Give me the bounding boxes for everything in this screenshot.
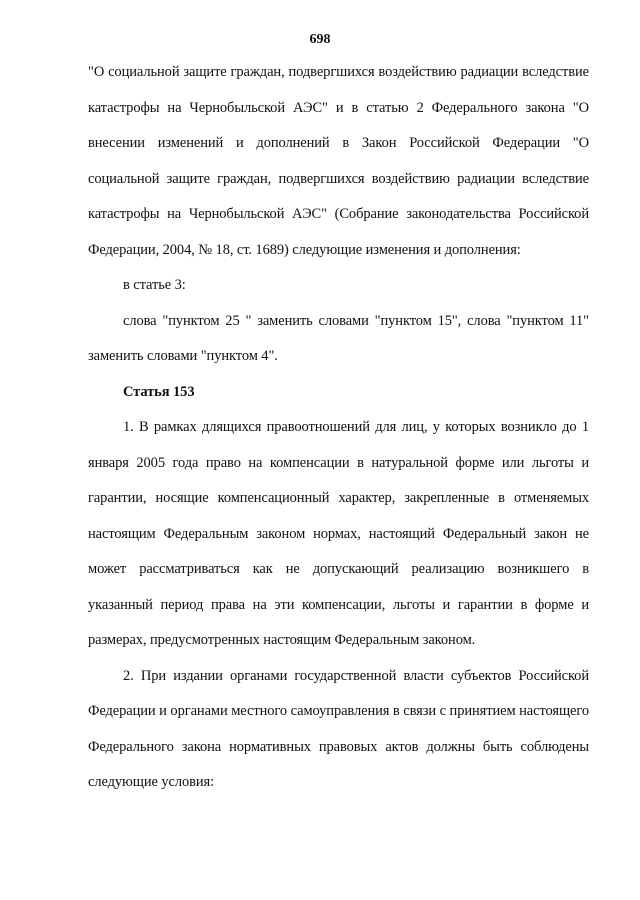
article-point-1: 1. В рамках длящихся правоотношений для лиц, у которых возникло до 1 января 2005 года право на компенсации в натуральной форме или льготы и гарантии, носящие компенсационный характер, закрепленные в отменяемых настоящим Федеральным законом нормах, настоящий Федеральный закон не может рассматриваться как не допускающий реализацию возникшего в указанный период права на эти компенсации, льготы и гарантии в форме и размерах, предусмотренных настоящим Федеральным законом. [88,419,589,648]
article-heading: Статья 153 [123,383,195,400]
replace-words-paragraph: слова "пунктом 25 " заменить словами "пунктом 15", слова "пунктом 11" заменить словами "пунктом 4". [88,312,589,364]
article-point-2: 2. При издании органами государственной власти субъектов Российской Федерации и органами местного самоуправления в связи с принятием настоящего Федерального закона нормативных правовых актов должны быть соблюдены следующие условия: [88,667,589,790]
document-body [88,55,589,801]
article-3-reference: в статье 3: [123,277,186,293]
intro-paragraph: "О социальной защите граждан, подвергшихся воздействию радиации вследствие катастрофы на Чернобыльской АЭС" и в статью 2 Федерального закона "О внесении изменений и дополнений в Закон Российской Федерации "О социальной защите граждан, подвергшихся воздействию радиации вследствие катастрофы на Чернобыльской АЭС" (Собрание законодательства Российской Федерации, 2004, № 18, ст. 1689) следующие изменения и дополнения: [88,64,589,258]
page-number: 698 [309,32,331,47]
